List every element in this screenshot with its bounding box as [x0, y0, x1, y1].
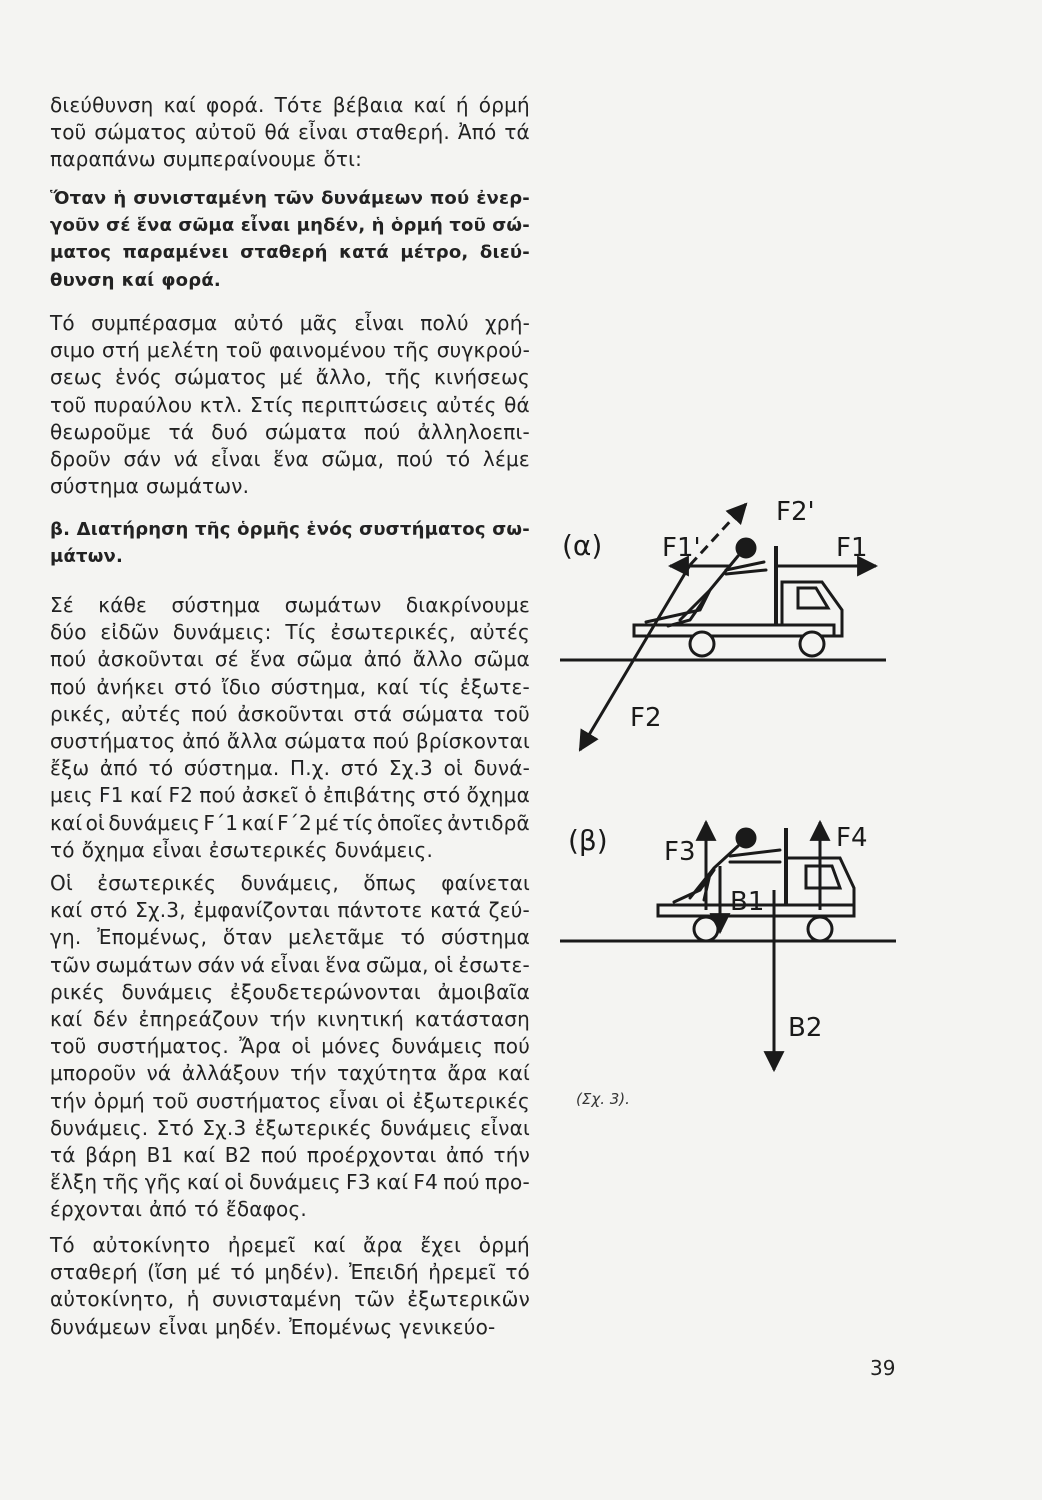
b2-label: B2	[788, 1013, 823, 1043]
truck-front-wheel	[800, 632, 824, 656]
text-line: δύο εἰδῶν δυνάμεις: Τίς ἐσωτερικές, αὐτές	[50, 620, 530, 644]
text-line: παραπάνω συμπεραίνουμε ὅτι:	[50, 147, 363, 171]
text-line: μάτων.	[50, 546, 124, 567]
text-line: καί στό Σχ.3, ἐμφανίζονται πάντοτε κατά ζεύ-	[50, 898, 530, 922]
text-line: Οἱ ἐσωτερικές δυνάμεις, ὅπως φαίνεται	[50, 871, 530, 895]
text-line: τά βάρη B1 καί B2 πού προέρχονται ἀπό τήν	[50, 1143, 530, 1167]
text-line: ματος παραμένει σταθερή κατά μέτρο, διεύ-	[50, 242, 530, 263]
text-line: σταθερή (ἴση μέ τό μηδέν). Ἐπειδή ἠρεμεῖ τό	[50, 1260, 530, 1284]
text-line: δυνάμεις. Στό Σχ.3 ἐξωτερικές δυνάμεις εἶναι	[50, 1116, 530, 1140]
truck-window	[798, 588, 828, 608]
text-line: ρικές, αὐτές πού ἀσκοῦνται στά σώματα τοῦ	[50, 702, 530, 726]
text-line: δυνάμεων εἶναι μηδέν. Ἐπομένως γενικεύο-	[50, 1315, 496, 1339]
f1-prime-label: F1'	[662, 533, 701, 563]
text-line: καί δέν ἐπηρεάζουν τήν κινητική κατάσταση	[50, 1007, 530, 1031]
text-line: τῶν σωμάτων σάν νά εἶναι ἕνα σῶμα, οἱ ἐσωτε-	[50, 953, 530, 977]
b1-label: B1	[730, 887, 765, 917]
panel-a	[560, 497, 886, 750]
man-head	[737, 539, 755, 557]
text-line: Ὅταν ἡ συνισταμένη τῶν δυνάμεων πού ἐνερ-	[50, 188, 530, 209]
truck-b-window	[806, 866, 840, 888]
text-line: ἔξω ἀπό τό σύστημα. Π.χ. στό Σχ.3 οἱ δυνά-	[50, 756, 530, 780]
text-line: πού ἀσκοῦνται σέ ἕνα σῶμα ἀπό ἄλλο σῶμα	[50, 647, 530, 671]
f2-prime-label: F2'	[776, 497, 815, 527]
panel-b	[560, 822, 896, 1070]
text-line: τήν ὁρμή τοῦ συστήματος εἶναι οἱ ἐξωτερικές	[50, 1089, 530, 1113]
panel-b-label: (β)	[568, 824, 608, 857]
panel-a-label: (α)	[562, 529, 603, 562]
text-line: σιμο στή μελέτη τοῦ φαινομένου τῆς συγκρού-	[50, 338, 530, 362]
text-line: τό ὄχημα εἶναι ἐσωτερικές δυνάμεις.	[50, 838, 434, 862]
text-line: πού ἀνήκει στό ἴδιο σύστημα, καί τίς ἐξωτε-	[50, 675, 530, 699]
text-line: ἕλξη τῆς γῆς καί οἱ δυνάμεις F3 καί F4 πού προ-	[50, 1170, 530, 1194]
text-line: θυνση καί φορά.	[50, 270, 221, 291]
page-number: 39	[870, 1356, 896, 1380]
text-line: σεως ἑνός σώματος μέ ἄλλο, τῆς κινήσεως	[50, 365, 530, 389]
text-line: τοῦ συστήματος. Ἄρα οἱ μόνες δυνάμεις πού	[50, 1034, 530, 1058]
text-line: τοῦ σώματος αὐτοῦ θά εἶναι σταθερή. Ἀπό τά	[50, 120, 530, 144]
text-line: θεωροῦμε τά δυό σώματα πού ἀλληλοεπι-	[50, 420, 530, 444]
text-line: έρχονται ἀπό τό ἔδαφος.	[50, 1197, 307, 1221]
text-line: δροῦν σάν νά εἶναι ἕνα σῶμα, πού τό λέμε	[50, 447, 530, 471]
truck-b-rear-wheel	[694, 917, 718, 941]
text-line: τοῦ πυραύλου κτλ. Στίς περιπτώσεις αὐτές θά	[50, 393, 530, 417]
f4-label: F4	[836, 823, 868, 853]
man-b-head	[737, 829, 755, 847]
man-b-arms	[730, 850, 780, 862]
text-line: Τό συμπέρασμα αὐτό μᾶς εἶναι πολύ χρή-	[50, 311, 530, 335]
figure-caption: (Σχ. 3).	[576, 1090, 630, 1108]
text-line: σύστημα σωμάτων.	[50, 474, 250, 498]
text-line: συστήματος ἀπό ἄλλα σώματα πού βρίσκονται	[50, 729, 530, 753]
text-line: καί οἱ δυνάμεις F΄1 καί F΄2 μέ τίς ὁποῖες ἀντιδρᾶ	[50, 811, 530, 835]
text-line: γοῦν σέ ἕνα σῶμα εἶναι μηδέν, ἡ ὁρμή τοῦ σώ-	[50, 215, 530, 236]
text-line: Σέ κάθε σύστημα σωμάτων διακρίνουμε	[50, 593, 530, 617]
text-line: μποροῦν νά ἀλλάξουν τήν ταχύτητα ἄρα καί	[50, 1061, 530, 1085]
text-line: διεύθυνση καί φορά. Τότε βέβαια καί ή όρμή	[50, 93, 530, 117]
text-line: γη. Ἐπομένως, ὅταν μελετᾶμε τό σύστημα	[50, 925, 530, 949]
f2-label: F2	[630, 703, 662, 733]
figure-3	[550, 470, 1020, 1130]
text-line: αὐτοκίνητο, ἡ συνισταμένη τῶν ἐξωτερικῶν	[50, 1287, 530, 1311]
text-line: β. Διατήρηση τῆς ὁρμῆς ἑνός συστήματος σω-	[50, 519, 530, 540]
truck-b-front-wheel	[808, 917, 832, 941]
truck-rear-wheel	[690, 632, 714, 656]
f3-label: F3	[664, 837, 696, 867]
text-line: Τό αὐτοκίνητο ἠρεμεῖ καί ἄρα ἔχει ὁρμή	[50, 1233, 530, 1257]
text-line: ρικές δυνάμεις ἐξουδετερώνονται ἀμοιβαῖα	[50, 980, 530, 1004]
text-line: μεις F1 καί F2 πού ἀσκεῖ ὁ ἐπιβάτης στό ὄχημα	[50, 783, 530, 807]
f1-label: F1	[836, 533, 868, 563]
